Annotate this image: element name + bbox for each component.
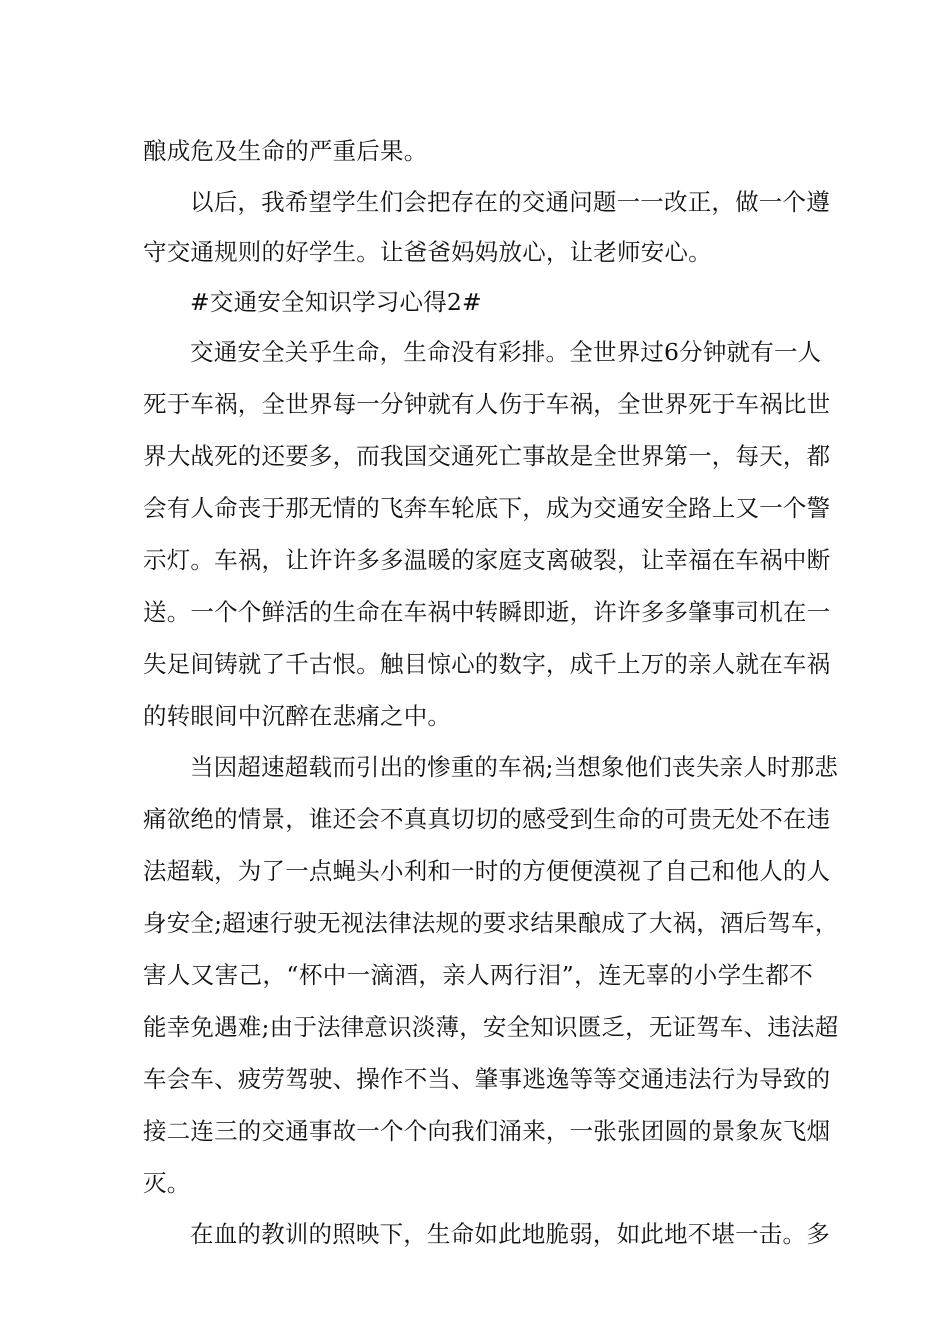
- paragraph-line: 酿成危及生命的严重后果。: [143, 137, 428, 165]
- paragraph-line: 守交通规则的好学生。让爸爸妈妈放心，让老师安心。: [143, 238, 712, 266]
- paragraph-line: 的转眼间中沉醉在悲痛之中。: [143, 702, 452, 730]
- paragraph-line: 灭。: [143, 1169, 191, 1197]
- section-heading: #交通安全知识学习心得2#: [190, 288, 482, 316]
- paragraph-line: 接二连三的交通事故一个个向我们涌来，一张张团圆的景象灰飞烟: [143, 1117, 831, 1145]
- paragraph-line: 死于车祸，全世界每一分钟就有人伤于车祸，全世界死于车祸比世: [143, 390, 831, 418]
- paragraph-line: 害人又害己，“杯中一滴酒，亲人两行泪”，连无辜的小学生都不: [143, 961, 813, 989]
- paragraph-line: 送。一个个鲜活的生命在车祸中转瞬即逝，许许多多肇事司机在一: [143, 598, 831, 626]
- paragraph-line: 交通安全关乎生命，生命没有彩排。全世界过6分钟就有一人: [190, 338, 822, 366]
- paragraph-line: 当因超速超载而引出的惨重的车祸;当想象他们丧失亲人时那悲: [190, 753, 839, 781]
- paragraph-line: 示灯。车祸，让许许多多温暖的家庭支离破裂，让幸福在车祸中断: [143, 546, 831, 574]
- paragraph-line: 界大战死的还要多，而我国交通死亡事故是全世界第一，每天，都: [143, 442, 831, 470]
- paragraph-line: 能幸免遇难;由于法律意识淡薄，安全知识匮乏，无证驾车、违法超: [143, 1013, 839, 1041]
- paragraph-line: 车会车、疲劳驾驶、操作不当、肇事逃逸等等交通违法行为导致的: [143, 1065, 831, 1093]
- paragraph-line: 以后，我希望学生们会把存在的交通问题一一改正，做一个遵: [190, 188, 830, 216]
- paragraph-line: 痛欲绝的情景，谁还会不真真切切的感受到生命的可贵无处不在违: [143, 805, 831, 833]
- paragraph-line: 会有人命丧于那无情的飞奔车轮底下，成为交通安全路上又一个警: [143, 494, 831, 522]
- paragraph-line: 法超载，为了一点蝇头小利和一时的方便便漠视了自己和他人的人: [143, 857, 831, 885]
- paragraph-line: 失足间铸就了千古恨。触目惊心的数字，成千上万的亲人就在车祸: [143, 650, 831, 678]
- paragraph-line: 在血的教训的照映下，生命如此地脆弱，如此地不堪一击。多: [190, 1220, 830, 1248]
- paragraph-line: 身安全;超速行驶无视法律法规的要求结果酿成了大祸，酒后驾车，: [143, 909, 839, 937]
